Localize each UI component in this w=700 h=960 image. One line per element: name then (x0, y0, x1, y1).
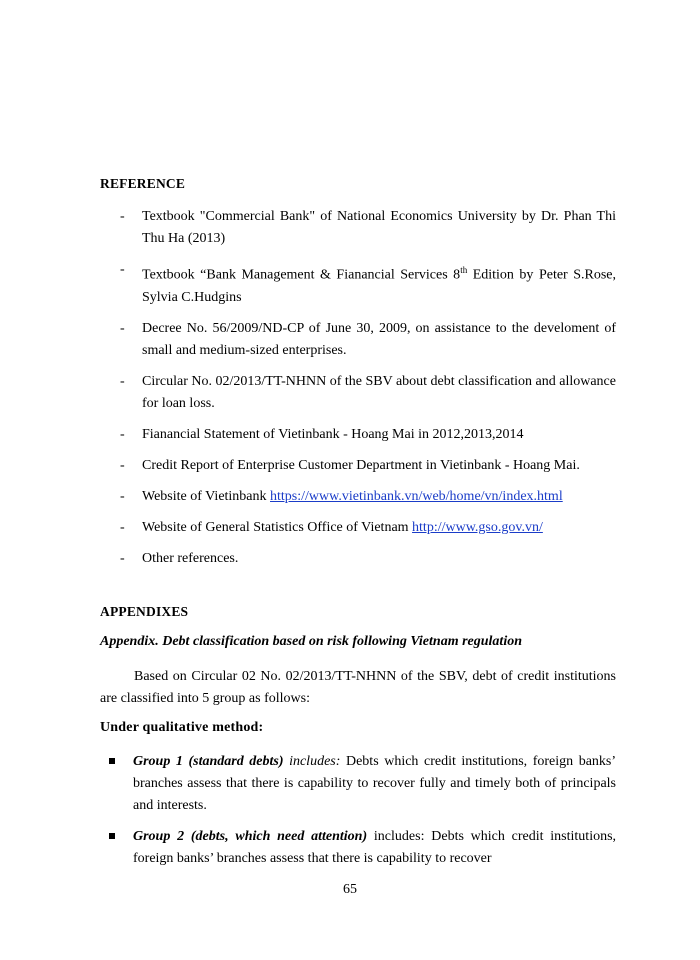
list-dash: - (120, 426, 125, 442)
reference-text: Textbook "Commercial Bank" of National Economics University by Dr. Phan Thi Thu Ha (2013) (142, 209, 616, 246)
page-number: 65 (343, 882, 357, 897)
group-title: Group 2 (debts, which need attention) (133, 829, 368, 844)
reference-text: Credit Report of Enterprise Customer Department in Vietinbank - Hoang Mai. (142, 457, 580, 473)
reference-list (100, 206, 616, 570)
reference-item (100, 206, 616, 250)
reference-text-cont: Edition by Peter S.Rose, Sylvia C.Hudgins (142, 267, 616, 305)
reference-item (100, 259, 616, 309)
intro-text: Based on Circular 02 No. 02/2013/TT-NHNN of the SBV, debt of credit institutions are classified into 5 group as follows: (100, 669, 616, 706)
group-includes: includes: (289, 754, 341, 769)
group-text: Debts which credit institutions, foreign banks’ branches assess that there is capability to recover (133, 829, 617, 866)
list-dash: - (120, 373, 125, 389)
list-dash: - (120, 457, 125, 473)
reference-item (100, 424, 616, 446)
reference-text: Website of General Statistics Office of Vietnam (142, 519, 413, 535)
gso-link[interactable]: http://www.gso.gov.vn/ (412, 519, 543, 535)
group-list (100, 751, 616, 870)
list-dash: - (120, 550, 125, 566)
group-text: Debts which credit institutions, foreign banks’ branches assess that there is capability to recover fully and timely both of principals and interests. (133, 754, 617, 813)
list-dash: - (120, 488, 125, 504)
group-item (100, 751, 616, 817)
method-heading: Under qualitative method: (100, 720, 264, 735)
reference-text: Website of Vietinbank (142, 488, 271, 504)
reference-text: Decree No. 56/2009/ND-CP of June 30, 2009, on assistance to the develoment of small and medium-sized enterprises. (142, 320, 616, 358)
reference-text: Circular No. 02/2013/TT-NHNN of the SBV about debt classification and allowance for loan loss. (142, 373, 616, 411)
list-dash: - (120, 262, 125, 277)
reference-item (100, 371, 616, 415)
reference-item (100, 486, 616, 508)
list-dash: - (120, 519, 125, 535)
list-dash: - (120, 320, 125, 336)
group-item (100, 826, 616, 870)
group-title: Group 1 (standard debts) (133, 754, 284, 769)
superscript: th (460, 265, 468, 275)
bullet-square-icon (109, 758, 115, 764)
reference-item (100, 517, 616, 539)
reference-text: Textbook “Bank Management & Fianancial Services 8 (142, 267, 461, 283)
reference-text: Fianancial Statement of Vietinbank - Hoang Mai in 2012,2013,2014 (142, 426, 524, 442)
bullet-square-icon (109, 833, 115, 839)
reference-text: Other references. (142, 550, 239, 566)
appendixes-heading: APPENDIXES (100, 604, 189, 619)
reference-item (100, 318, 616, 362)
appendix-intro (100, 666, 616, 710)
appendix-subheading: Appendix. Debt classification based on risk following Vietnam regulation (100, 634, 522, 649)
reference-item (100, 455, 616, 477)
reference-item (100, 548, 616, 570)
vietinbank-link[interactable]: https://www.vietinbank.vn/web/home/vn/index.html (270, 488, 563, 504)
list-dash: - (120, 209, 125, 224)
group-includes: includes: (373, 829, 425, 844)
reference-heading: REFERENCE (100, 176, 186, 191)
